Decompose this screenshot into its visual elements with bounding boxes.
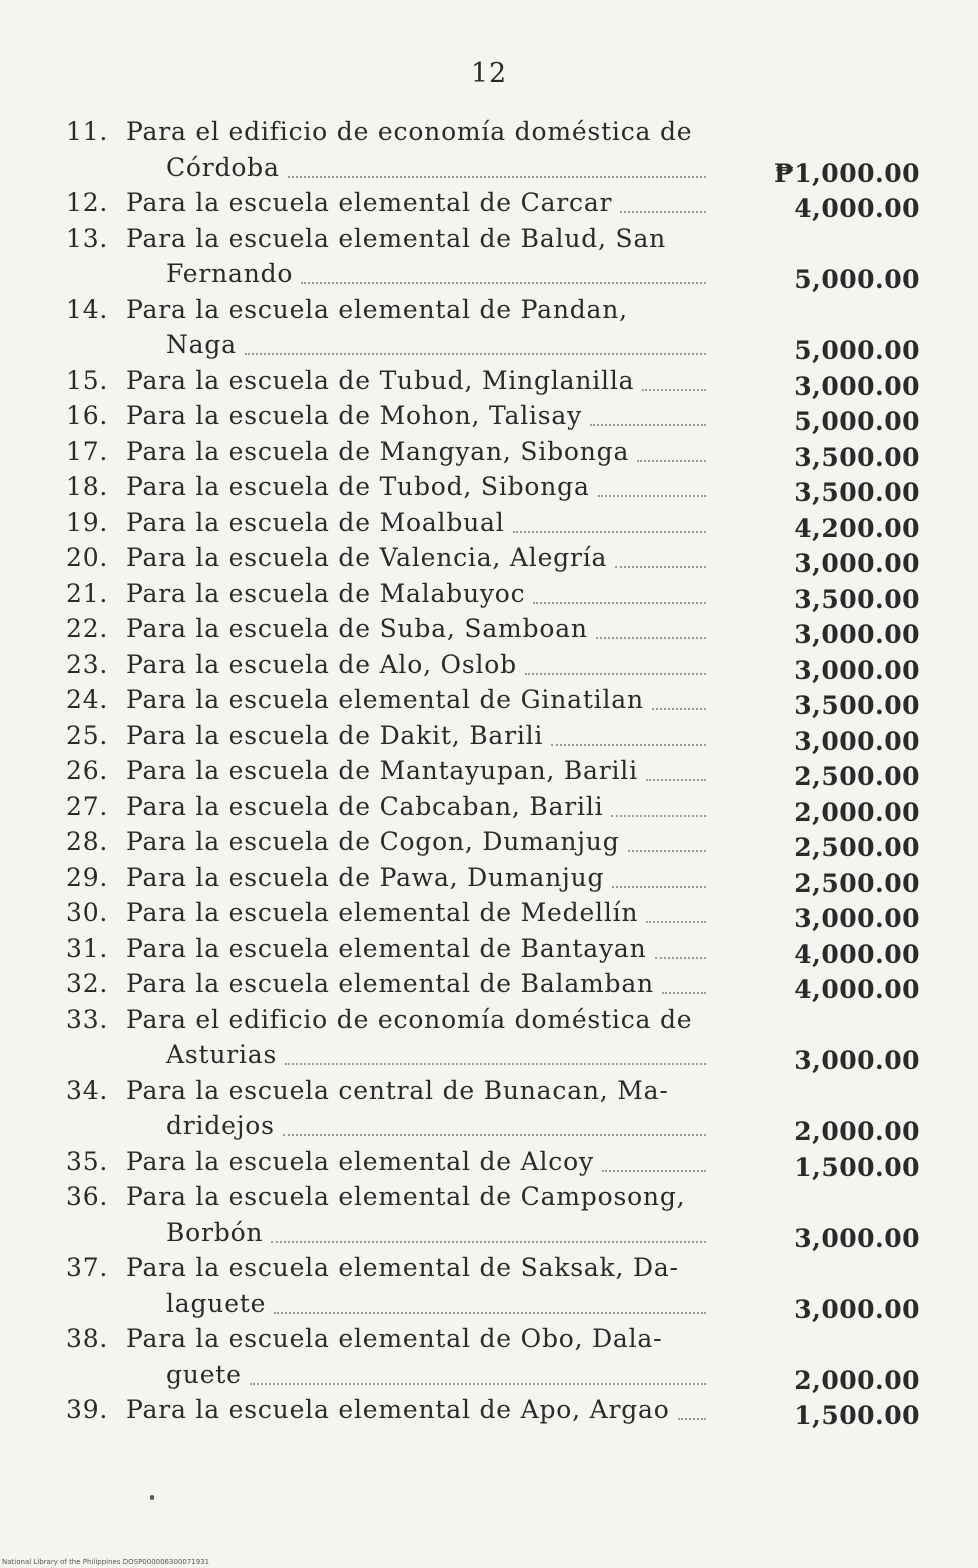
entry-amount: 3,000.00 [794,1046,920,1075]
entry-number: 26. [66,756,109,785]
dot-leader [615,566,706,568]
entry-line [0,186,978,222]
entry-number: 38. [66,1324,109,1353]
entry-line [0,222,978,258]
entry-number: 27. [66,791,109,821]
appropriation-entry [0,506,978,542]
entry-line [0,506,978,542]
entry-amount: 3,000.00 [794,726,920,756]
entry-description: Para la escuela elemental de Obo, Dala- [126,1324,663,1353]
dot-leader [637,460,706,462]
entry-line [0,399,978,435]
entry-amount: 4,000.00 [794,975,920,1004]
entry-continuation-line [0,1038,978,1074]
appropriation-entry [0,577,978,613]
entry-line [0,115,978,151]
entry-description: Para la escuela de Valencia, Alegría [126,543,608,572]
dot-leader [596,637,706,639]
entry-amount: 2,000.00 [794,1117,920,1146]
entry-amount: 3,000.00 [794,904,920,933]
entry-line [0,754,978,790]
entry-line [0,1003,978,1039]
appropriation-entry [0,1393,978,1429]
entry-continuation-line [0,1216,978,1252]
dot-leader [271,1241,706,1243]
entry-description: Naga [166,330,237,359]
entry-line [0,719,978,755]
entry-line [0,1074,978,1110]
entry-number: 20. [66,543,109,572]
entry-amount: 3,000.00 [794,371,920,401]
entry-amount: 5,000.00 [794,407,920,436]
dot-leader [602,1170,706,1172]
entry-number: 18. [66,472,109,501]
entry-description: Para la escuela elemental de Medellín [126,898,639,927]
entry-number: 21. [66,578,109,608]
appropriation-entry [0,293,978,364]
dot-leader [285,1063,706,1065]
entry-description: Para la escuela de Mohon, Talisay [126,401,583,430]
entry-line [0,932,978,968]
entry-line [0,1251,978,1287]
entry-line [0,790,978,826]
dot-leader [551,744,706,746]
dot-leader [590,424,706,426]
dot-leader [662,992,706,994]
entry-number: 17. [66,436,109,466]
entry-amount: 5,000.00 [794,336,920,365]
entry-continuation-line [0,1358,978,1394]
entry-description: Para la escuela central de Bunacan, Ma- [126,1075,669,1105]
entry-line [0,435,978,471]
entry-line [0,470,978,506]
appropriation-entry [0,896,978,932]
appropriation-entry [0,932,978,968]
entry-amount: 3,000.00 [794,620,920,649]
appropriation-entry [0,470,978,506]
dot-leader [678,1418,706,1420]
entry-description: Para la escuela elemental de Saksak, Da- [126,1253,679,1282]
appropriation-entry [0,1145,978,1181]
appropriation-entry [0,1003,978,1074]
entry-description: Para la escuela de Tubod, Sibonga [126,472,590,501]
dot-leader [612,886,706,888]
entry-continuation-line [0,257,978,293]
entry-number: 32. [66,969,109,998]
appropriation-entry [0,186,978,222]
entry-amount: 3,000.00 [794,655,920,685]
paper-speck [150,1495,154,1500]
entry-description: Para la escuela de Mantayupan, Barili [126,756,638,785]
entry-description: Para el edificio de economía doméstica de [126,117,693,146]
entry-amount: 2,500.00 [794,762,920,791]
entry-number: 35. [66,1146,109,1176]
dot-leader [250,1383,706,1385]
appropriation-entry [0,1180,978,1251]
entry-amount: 3,500.00 [794,584,920,614]
appropriation-entry [0,754,978,790]
entry-description: Para la escuela de Cogon, Dumanjug [126,827,620,856]
entry-amount: 3,500.00 [794,691,920,720]
entry-amount: 2,000.00 [794,797,920,827]
dot-leader [611,815,706,817]
appropriation-entry [0,1322,978,1393]
entry-description: Para la escuela elemental de Bantayan [126,933,647,963]
appropriation-entry [0,222,978,293]
appropriation-entry [0,399,978,435]
entry-amount: 5,000.00 [794,265,920,294]
entry-number: 19. [66,507,109,537]
entry-amount: 2,000.00 [794,1365,920,1395]
entry-continuation-line [0,1287,978,1323]
entry-continuation-line [0,1109,978,1145]
appropriation-entry [0,435,978,471]
entry-line [0,1145,978,1181]
appropriation-entry [0,648,978,684]
entry-description: Para la escuela de Cabcaban, Barili [126,791,604,821]
entry-number: 29. [66,862,109,892]
dot-leader [655,957,706,959]
entry-amount: 1,500.00 [794,1401,920,1430]
entry-line [0,364,978,400]
entry-description: Para la escuela elemental de Balud, San [126,223,667,253]
entry-number: 39. [66,1395,109,1424]
dot-leader [646,921,706,923]
entry-line [0,1322,978,1358]
dot-leader [646,779,706,781]
entry-number: 33. [66,1004,109,1034]
dot-leader [274,1312,706,1314]
appropriation-entry [0,612,978,648]
entry-number: 11. [66,117,109,146]
appropriation-entry [0,719,978,755]
entry-line [0,1393,978,1429]
entry-description: dridejos [166,1111,275,1140]
entry-description: Para la escuela elemental de Alcoy [126,1146,594,1176]
dot-leader [598,495,706,497]
entry-description: Para la escuela de Dakit, Barili [126,720,544,750]
entry-description: Para la escuela elemental de Ginatilan [126,685,644,714]
appropriation-entry [0,967,978,1003]
entry-description: guete [166,1359,242,1389]
appropriation-entry [0,683,978,719]
entry-line [0,541,978,577]
entry-amount: 3,000.00 [794,1223,920,1253]
entry-line [0,612,978,648]
entry-amount: 3,500.00 [794,478,920,507]
entry-amount: 4,000.00 [794,194,920,223]
entry-line [0,967,978,1003]
entry-description: Borbón [166,1217,264,1247]
dot-leader [620,211,706,213]
entry-description: Para la escuela de Mangyan, Sibonga [126,436,630,466]
entry-description: Para la escuela de Alo, Oslob [126,649,517,679]
entry-description: Asturias [166,1040,278,1069]
entry-number: 25. [66,720,109,750]
entry-number: 23. [66,649,109,679]
appropriation-entry [0,364,978,400]
dot-leader [525,673,706,675]
appropriation-entry [0,541,978,577]
entry-amount: 1,500.00 [794,1152,920,1182]
appropriation-list [0,115,978,1429]
entry-description: Córdoba [166,152,280,182]
entry-line [0,1180,978,1216]
appropriation-entry [0,115,978,186]
entry-number: 30. [66,898,109,927]
entry-number: 28. [66,827,109,856]
entry-line [0,293,978,329]
entry-amount: 2,500.00 [794,833,920,862]
entry-description: Para la escuela de Pawa, Dumanjug [126,862,605,892]
entry-description: laguete [166,1288,267,1318]
appropriation-entry [0,790,978,826]
entry-amount: 4,200.00 [794,513,920,543]
dot-leader [513,531,706,533]
entry-line [0,648,978,684]
appropriation-entry [0,861,978,897]
entry-number: 34. [66,1075,109,1105]
footer-credit: National Library of the Philippines DOSP000006300071931 [2,1558,210,1566]
appropriation-entry [0,825,978,861]
entry-number: 31. [66,933,109,963]
entry-line [0,896,978,932]
entry-line [0,861,978,897]
entry-description: Para la escuela elemental de Camposong, [126,1182,686,1211]
entry-number: 36. [66,1182,109,1211]
dot-leader [533,602,706,604]
entry-description: Para la escuela elemental de Pandan, [126,294,628,324]
entry-description: Para la escuela elemental de Balamban [126,969,654,998]
dot-leader [301,282,706,284]
appropriation-entry [0,1074,978,1145]
entry-description: Para la escuela de Malabuyoc [126,578,526,608]
dot-leader [652,708,706,710]
entry-description: Para la escuela de Tubud, Minglanilla [126,365,635,395]
entry-continuation-line [0,151,978,187]
entry-amount: 2,500.00 [794,868,920,898]
entry-amount: 3,500.00 [794,442,920,472]
entry-amount: ₱1,000.00 [773,158,920,188]
entry-line [0,577,978,613]
entry-continuation-line [0,328,978,364]
entry-description: Para la escuela elemental de Apo, Argao [126,1395,670,1424]
entry-line [0,683,978,719]
entry-amount: 4,000.00 [794,939,920,969]
dot-leader [283,1134,706,1136]
page-number: 12 [470,58,508,89]
entry-line [0,825,978,861]
entry-amount: 3,000.00 [794,549,920,578]
dot-leader [288,176,706,178]
entry-number: 13. [66,223,109,253]
dot-leader [245,353,706,355]
entry-number: 24. [66,685,109,714]
entry-amount: 3,000.00 [794,1294,920,1324]
appropriation-entry [0,1251,978,1322]
entry-description: Para la escuela de Suba, Samboan [126,614,588,643]
entry-description: Para la escuela elemental de Carcar [126,188,613,217]
entry-number: 12. [66,188,109,217]
entry-number: 22. [66,614,109,643]
entry-number: 15. [66,365,109,395]
dot-leader [642,389,706,391]
entry-number: 37. [66,1253,109,1282]
entry-description: Para el edificio de economía doméstica de [126,1004,693,1034]
entry-number: 16. [66,401,109,430]
entry-number: 14. [66,294,109,324]
dot-leader [628,850,706,852]
entry-description: Para la escuela de Moalbual [126,507,505,537]
entry-description: Fernando [166,259,294,288]
